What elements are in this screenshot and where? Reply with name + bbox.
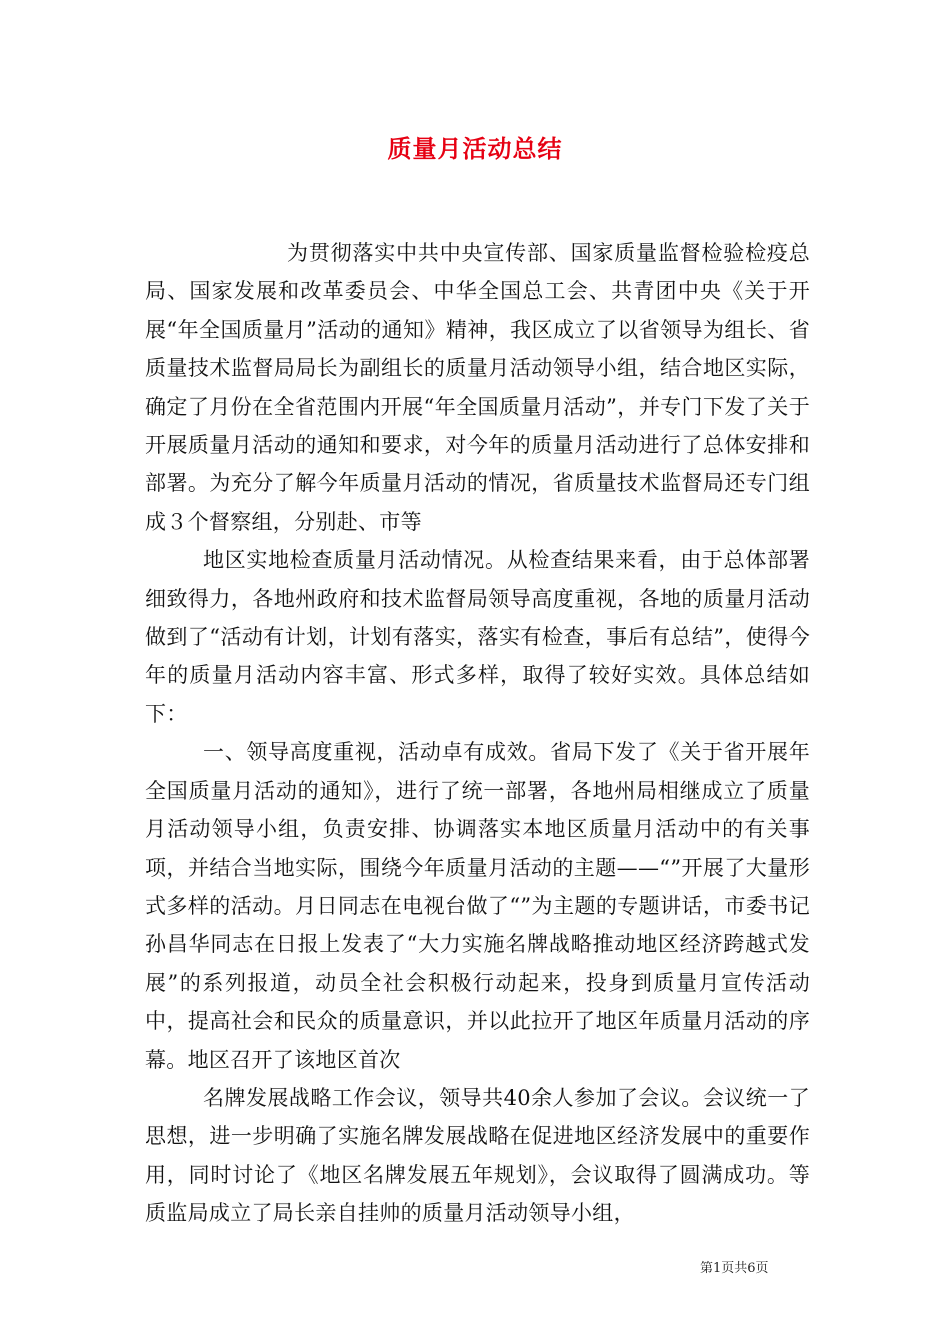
paragraph-4: 名牌发展战略工作会议，领导共40余人参加了会议。会议统一了思想，进一步明确了实施名牌发展战略在促进地区经济发展中的重要作用，同时讨论了《地区名牌发展五年规划》，会议取得了圆满成功。等质监局成立了局长亲自挂帅的质量月活动领导小组，: [145, 1085, 810, 1226]
page-number-footer: 第1页共6页: [700, 1261, 769, 1276]
paragraph-2: 地区实地检查质量月活动情况。从检查结果来看，由于总体部署细致得力，各地州政府和技术监督局领导高度重视，各地的质量月活动做到了“活动有计划，计划有落实，落实有检查，事后有总结”，使得今年的质量月活动内容丰富、形式多样，取得了较好实效。具体总结如下：: [145, 548, 810, 726]
paragraph-3: 一、领导高度重视，活动卓有成效。省局下发了《关于省开展年全国质量月活动的通知》，进行了统一部署，各地州局相继成立了质量月活动领导小组，负责安排、协调落实本地区质量月活动中的有关事项，并结合当地实际，围绕今年质量月活动的主题——“”开展了大量形式多样的活动。月日同志在电视台做了“”为主题的专题讲话，市委书记孙昌华同志在日报上发表了“大力实施名牌战略推动地区经济跨越式发展”的系列报道，动员全社会积极行动起来，投身到质量月宣传活动中，提高社会和民众的质量意识，并以此拉开了地区年质量月活动的序幕。地区召开了该地区首次: [145, 740, 810, 1072]
document-body: [145, 234, 810, 1233]
document-title: 质量月活动总结: [387, 134, 563, 163]
paragraph-1: 为贯彻落实中共中央宣传部、国家质量监督检验检疫总局、国家发展和改革委员会、中华全国总工会、共青团中央《关于开展“年全国质量月”活动的通知》精神，我区成立了以省领导为组长、省质量技术监督局局长为副组长的质量月活动领导小组，结合地区实际，确定了月份在全省范围内开展“年全国质量月活动”，并专门下发了关于开展质量月活动的通知和要求，对今年的质量月活动进行了总体安排和部署。为充分了解今年质量月活动的情况，省质量技术监督局还专门组成３个督察组，分别赴、市等: [145, 241, 810, 534]
